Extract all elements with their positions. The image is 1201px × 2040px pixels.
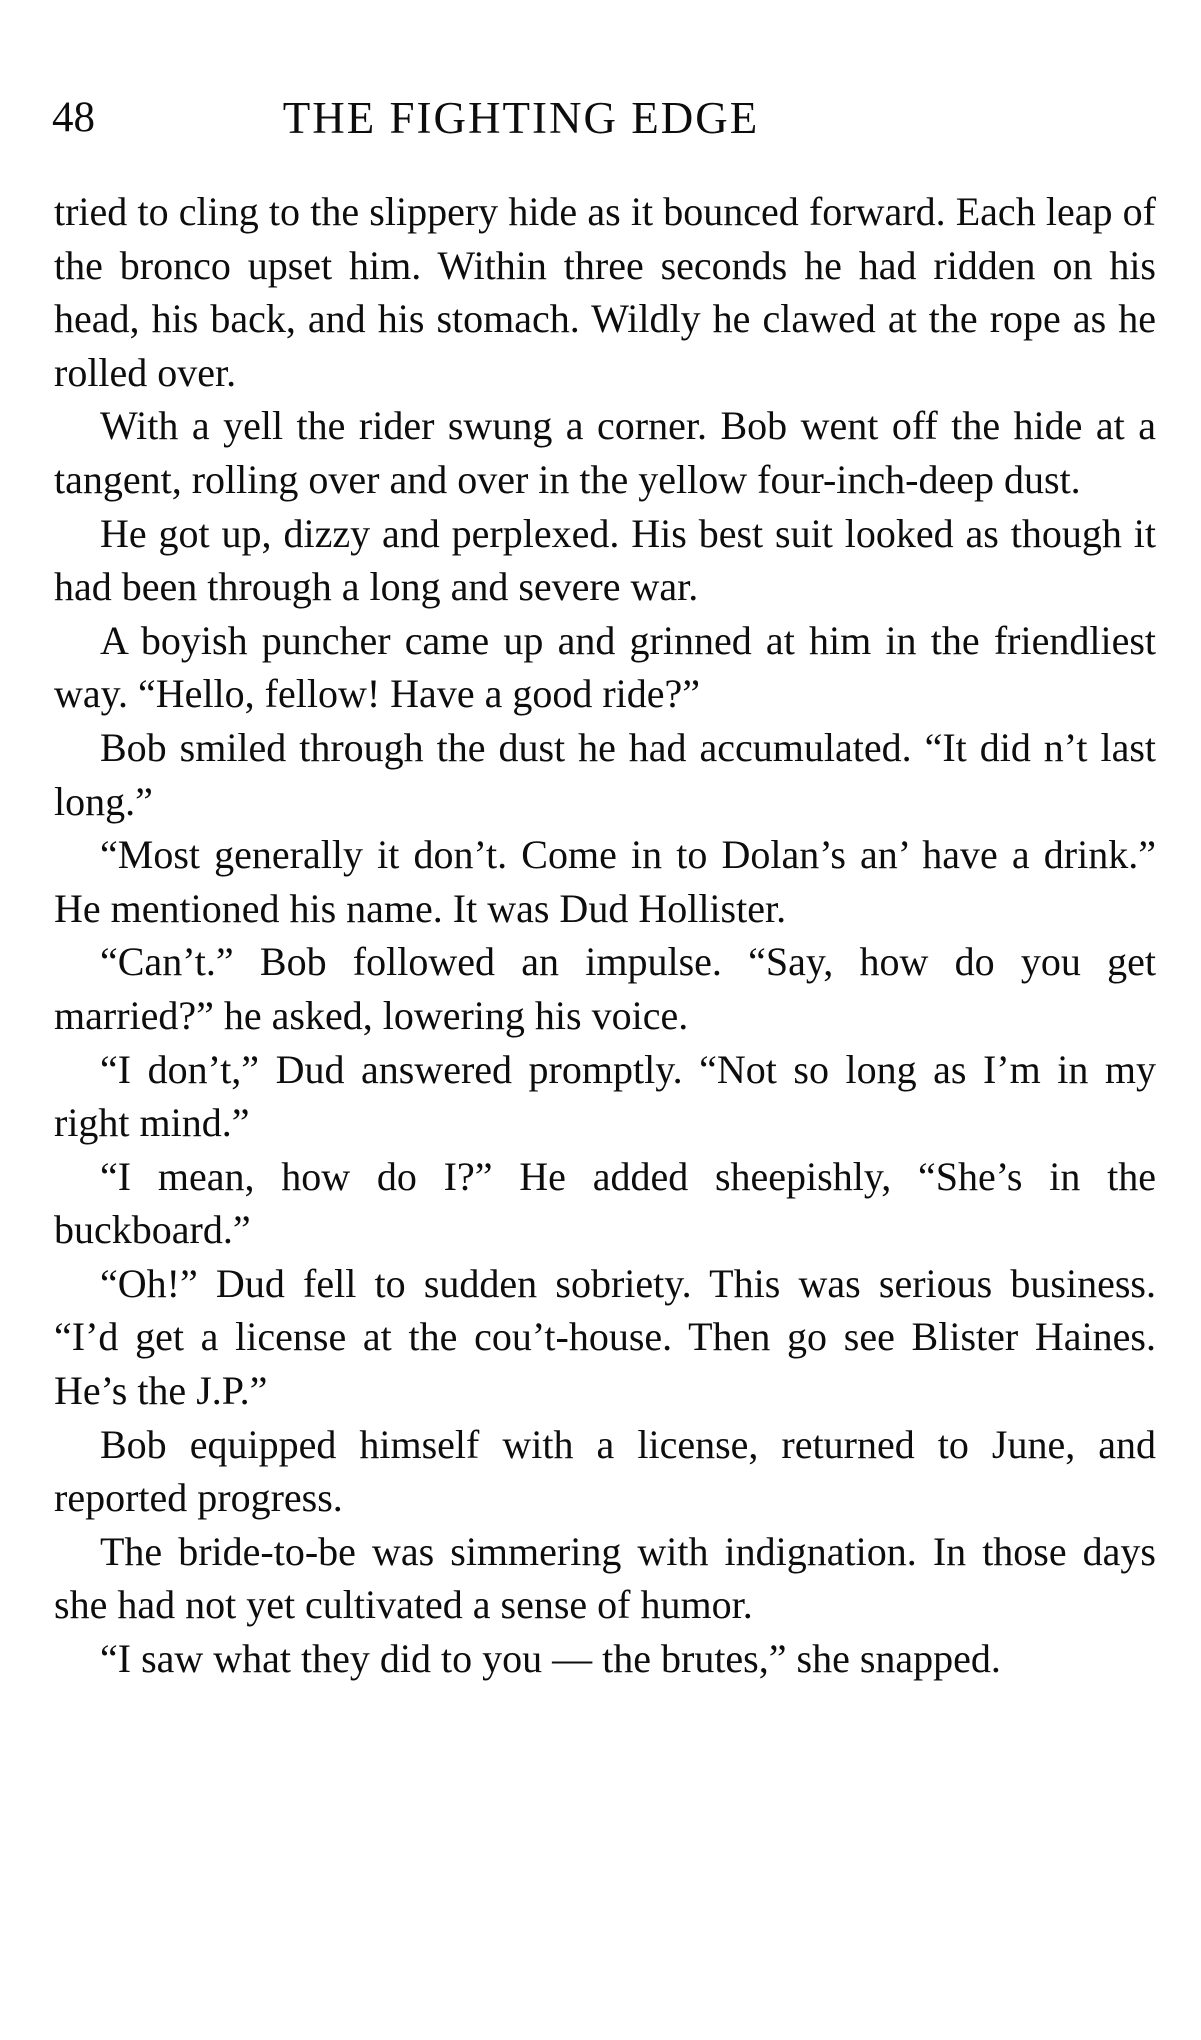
- paragraph: He got up, dizzy and perplexed. His best suit looked as though it had been through a long and severe war.: [54, 510, 1156, 610]
- paragraph: “I mean, how do I?” He added sheepishly, “She’s in the buckboard.”: [54, 1153, 1156, 1253]
- paragraph: “I saw what they did to you — the brutes,” she snapped.: [100, 1636, 1001, 1682]
- paragraph: A boyish puncher came up and grinned at him in the friendliest way. “Hello, fellow! Have a good ride?”: [54, 617, 1156, 717]
- paragraph: “Oh!” Dud fell to sudden sobriety. This was serious business. “I’d get a license at the cou’t-house. Then go see Blister Haines. He’s the J.P.”: [54, 1260, 1156, 1414]
- paragraph: Bob equipped himself with a license, returned to June, and reported progress.: [54, 1421, 1156, 1521]
- body-text: [54, 185, 1156, 1686]
- paragraph: Bob smiled through the dust he had accumulated. “It did n’t last long.”: [54, 724, 1156, 824]
- paragraph: “Most generally it don’t. Come in to Dolan’s an’ have a drink.” He mentioned his name. It was Dud Hollister.: [54, 832, 1156, 931]
- paragraph: “I don’t,” Dud answered promptly. “Not so long as I’m in my right mind.”: [54, 1046, 1156, 1146]
- running-title: THE FIGHTING EDGE: [282, 93, 760, 143]
- paragraph: The bride-to-be was simmering with indignation. In those days she had not yet cultivated a sense of humor.: [54, 1528, 1156, 1628]
- page-number: 48: [52, 94, 95, 141]
- page-header: [52, 88, 1162, 148]
- paragraph: “Can’t.” Bob followed an impulse. “Say, how do you get married?” he asked, lowering his voice.: [54, 939, 1156, 1038]
- paragraph: With a yell the rider swung a corner. Bob went off the hide at a tangent, rolling over and over in the yellow four-inch-deep dust.: [54, 403, 1156, 502]
- paragraph: tried to cling to the slippery hide as it bounced forward. Each leap of the bronco upset him. Within three seconds he had ridden on his head, his back, and his stomach. Wildly he clawed at the rope as he rolled over.: [54, 189, 1156, 395]
